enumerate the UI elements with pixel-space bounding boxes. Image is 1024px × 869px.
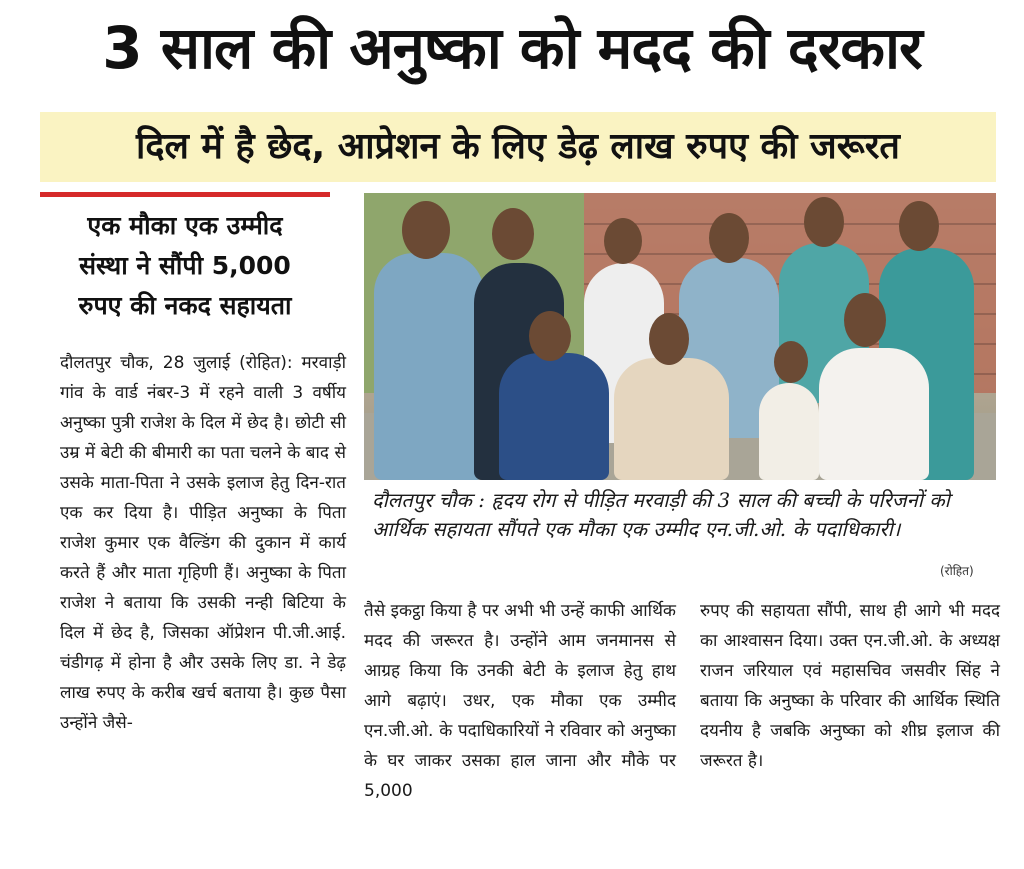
article-column-3 (700, 596, 1000, 776)
photo-person-head (402, 201, 450, 259)
photo-person (614, 358, 729, 480)
side-headline-line-1: एक मौका एक उम्मीद (87, 211, 283, 240)
photo-person-head (529, 311, 571, 361)
photo-person-head (804, 197, 844, 247)
side-story-headline (40, 206, 330, 326)
headline: 3 साल की अनुष्का को मदद की दरकार (102, 14, 922, 82)
photo-person (819, 348, 929, 480)
photo-person-head (844, 293, 886, 347)
photo-person-head (649, 313, 689, 365)
photo-person-head (709, 213, 749, 263)
photo-credit: (रोहित) (940, 564, 974, 578)
red-rule-divider (40, 192, 330, 197)
subheadline: दिल में है छेद, आप्रेशन के लिए डेढ़ लाख रुपए की जरूरत (136, 126, 900, 167)
article-text: रुपए की सहायता सौंपी, साथ ही आगे भी मदद का आश्वासन दिया। उक्त एन.जी.ओ. के अध्यक्ष राजन जरियाल एवं महासचिव जसवीर सिंह ने बताया कि अनुष्का के परिवार की आर्थिक स्थिति दयनीय है जबकि अनुष्का को शीघ्र इलाज की जरूरत है। (700, 601, 1000, 771)
news-photo (364, 193, 996, 480)
photo-person-head (899, 201, 939, 251)
article-text: दौलतपुर चौक, 28 जुलाई (रोहित): मरवाड़ी गांव के वार्ड नंबर-3 में रहने वाली 3 वर्षीय अनुष्का पुत्री राजेश के दिल में छेद है। छोटी सी उम्र में बेटी की बीमारी का पता चलने के बाद से उसके माता-पिता ने उसके इलाज हेतु दिन-रात एक कर दिया है। पीड़ित अनुष्का के पिता राजेश कुमार एक वैल्डिंग की दुकान में कार्य करते हैं और माता गृहिणी हैं। अनुष्का के पिता राजेश ने बताया कि उसकी नन्ही बिटिया के दिल में छेद है, जिसका ऑप्रेशन पी.जी.आई. चंडीगढ़ में होना है और उसके लिए डा. ने डेढ़ लाख रुपए के करीब खर्च बताया है। कुछ पैसा उन्होंने जैसे- (60, 353, 346, 733)
article-column-2 (364, 596, 676, 806)
photo-person-head (492, 208, 534, 260)
article-column-1 (60, 348, 346, 738)
article-text: तैसे इकट्ठा किया है पर अभी भी उन्हें काफी आर्थिक मदद की जरूरत है। उन्होंने आम जनमानस से आग्रह किया कि उनकी बेटी के इलाज हेतु हाथ आगे बढ़ाएं। उधर, एक मौका एक उम्मीद एन.जी.ओ. के पदाधिकारियों ने रविवार को अनुष्का के घर जाकर उसका हाल जाना और मौके पर 5,000 (364, 601, 676, 801)
photo-person (499, 353, 609, 480)
photo-caption: दौलतपुर चौक : हृदय रोग से पीड़ित मरवाड़ी की 3 साल की बच्ची के परिजनों को आर्थिक सहायता सौंपते एक मौका एक उम्मीद एन.जी.ओ. के पदाधिकारी। (372, 488, 950, 541)
side-headline-line-2: संस्था ने सौंपी 5,000 (79, 251, 291, 280)
photo-person (374, 253, 484, 480)
photo-person-head (604, 218, 642, 264)
photo-child-head (774, 341, 808, 383)
side-headline-line-3: रुपए की नकद सहायता (78, 291, 292, 320)
photo-child (759, 383, 819, 480)
